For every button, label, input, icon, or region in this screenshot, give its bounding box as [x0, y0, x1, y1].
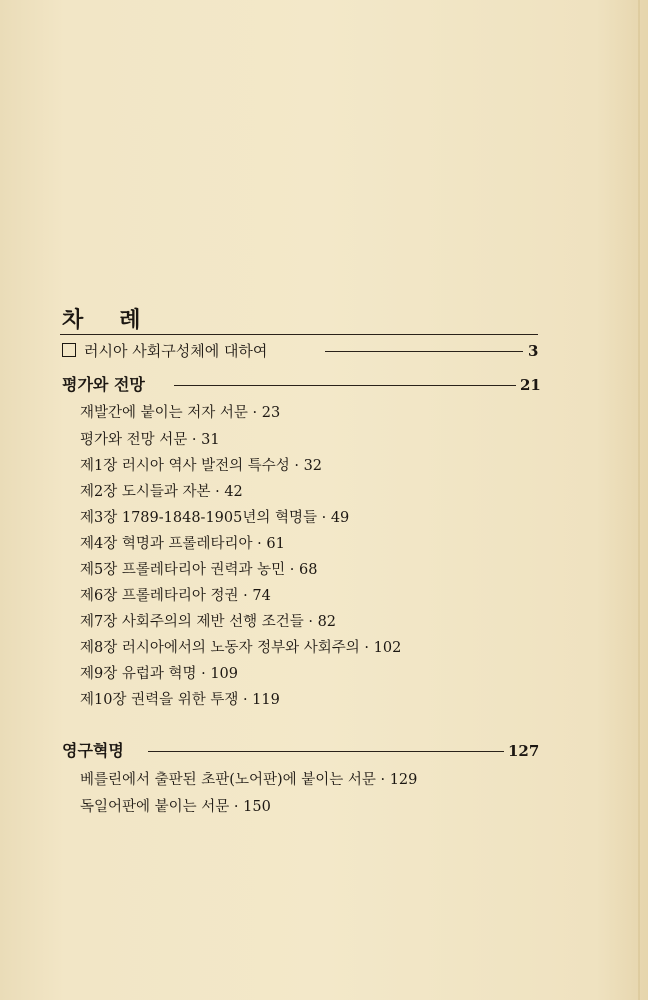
toc-entry-label: 러시아 사회구성체에 대하여: [84, 342, 268, 360]
toc-entry: 독일어판에 붙이는 서문 · 150: [80, 799, 271, 815]
toc-entry: 제8장 러시아에서의 노동자 정부와 사회주의 · 102: [80, 640, 402, 656]
toc-entry: 평가와 전망 서문 · 31: [80, 432, 220, 448]
dot-leader: [325, 351, 523, 352]
page-number: 21: [520, 376, 541, 394]
toc-entry: 제1장 러시아 역사 발전의 특수성 · 32: [80, 458, 323, 474]
page-number: 127: [508, 742, 540, 760]
dot-leader: [148, 751, 504, 752]
toc-part-heading: 영구혁명: [62, 741, 124, 760]
toc-entry: 베를린에서 출판된 초판(노어판)에 붙이는 서문 · 129: [80, 772, 418, 788]
toc-entry: 제9장 유럽과 혁명 · 109: [80, 666, 238, 682]
toc-entry: 제10장 권력을 위한 투쟁 · 119: [80, 692, 280, 708]
toc-entry: 제6장 프롤레타리아 정권 · 74: [80, 588, 271, 604]
toc-entry: 제7장 사회주의의 제반 선행 조건들 · 82: [80, 614, 337, 630]
toc-entry: 재발간에 붙이는 저자 서문 · 23: [80, 405, 281, 421]
square-bullet-icon: [62, 343, 76, 357]
heading-rule: [60, 334, 538, 335]
toc-entry: 제5장 프롤레타리아 권력과 농민 · 68: [80, 562, 318, 578]
toc-heading-char-2: 례: [119, 307, 141, 333]
toc-entry: 제4장 혁명과 프롤레타리아 · 61: [80, 536, 285, 552]
toc-entry-preface: [62, 341, 267, 361]
toc-entry: 제3장 1789-1848-1905년의 혁명들 · 49: [80, 510, 350, 526]
page-edge: [638, 0, 640, 1000]
dot-leader: [174, 385, 516, 386]
page-number: 3: [528, 342, 539, 360]
toc-heading: [62, 303, 141, 334]
toc-part-heading: 평가와 전망: [62, 375, 145, 394]
toc-heading-char-1: 차: [62, 307, 84, 333]
toc-entry: 제2장 도시들과 자본 · 42: [80, 484, 243, 500]
